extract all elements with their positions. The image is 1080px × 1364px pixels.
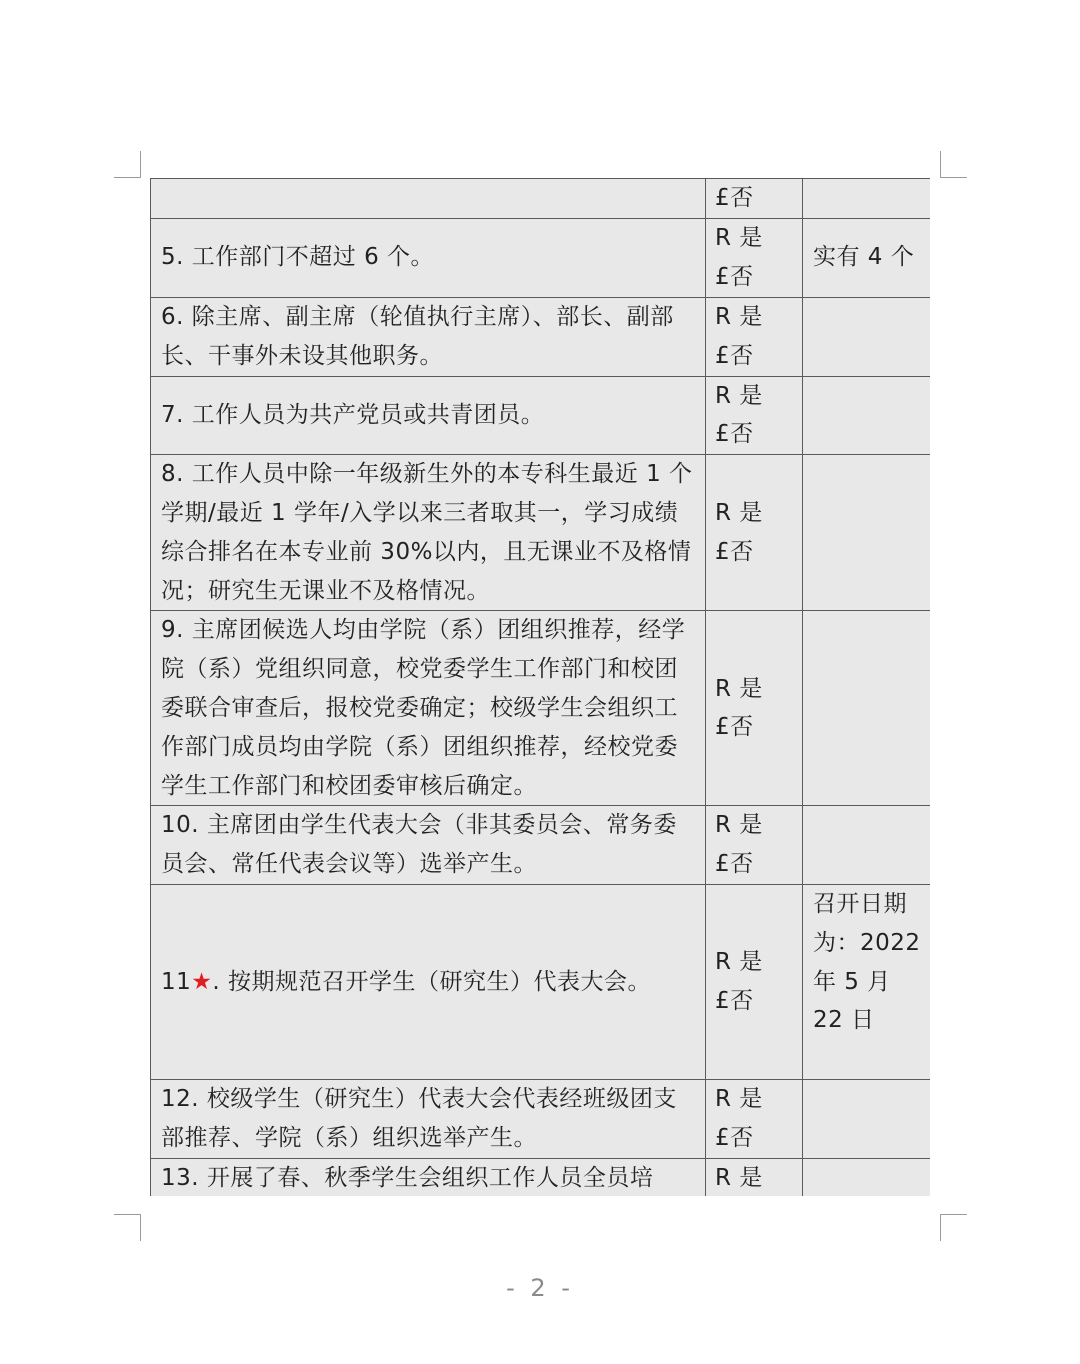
option-yes: R 是 (715, 949, 763, 976)
item-cell: 9. 主席团候选人均由学院（系）团组织推荐，经学院（系）党组织同意，校党委学生工作部门和校团委联合审查后，报校党委确定；校级学生会组织工作部门成员均由学院（系）团组织推荐，经校党委学生工作部门和校团委审核后确定。 (151, 611, 706, 806)
item-cell: 13. 开展了春、秋季学生会组织工作人员全员培 (151, 1158, 706, 1196)
options-cell (706, 297, 803, 376)
table-row (151, 1079, 931, 1158)
checklist-table-viewport (150, 178, 930, 1196)
option-yes: R 是 (715, 1085, 763, 1112)
option-yes: R 是 (715, 1164, 763, 1191)
option-yes: R 是 (715, 675, 763, 702)
star-icon: ★ (191, 968, 213, 995)
option-no: £否 (715, 714, 754, 741)
options-cell (706, 884, 803, 1079)
option-yes: R 是 (715, 499, 763, 526)
option-no: £否 (715, 185, 754, 212)
item-text: . 按期规范召开学生（研究生）代表大会。 (212, 968, 652, 995)
item-cell: 10. 主席团由学生代表大会（非其委员会、常务委员会、常任代表会议等）选举产生。 (151, 806, 706, 885)
option-yes: R 是 (715, 382, 763, 409)
item-cell (151, 884, 706, 1079)
option-yes: R 是 (715, 303, 763, 330)
table-row (151, 806, 931, 885)
table-row (151, 611, 931, 806)
option-no: £否 (715, 538, 754, 565)
item-cell: 7. 工作人员为共产党员或共青团员。 (151, 376, 706, 455)
table-row (151, 297, 931, 376)
options-cell (706, 376, 803, 455)
note-cell (803, 376, 931, 455)
note-cell (803, 806, 931, 885)
options-cell (706, 455, 803, 611)
note-cell (803, 297, 931, 376)
note-cell: 实有 4 个 (803, 219, 931, 298)
options-cell (706, 1158, 803, 1196)
note-cell (803, 179, 931, 219)
crop-mark-bottom-right (940, 1214, 967, 1241)
options-cell (706, 219, 803, 298)
note-cell (803, 1079, 931, 1158)
options-cell (706, 806, 803, 885)
item-cell (151, 179, 706, 219)
table-row (151, 455, 931, 611)
option-no: £否 (715, 851, 754, 878)
note-cell (803, 611, 931, 806)
checklist-table (150, 178, 930, 1196)
item-cell: 6. 除主席、副主席（轮值执行主席）、部长、副部长、干事外未设其他职务。 (151, 297, 706, 376)
options-cell (706, 179, 803, 219)
note-cell (803, 455, 931, 611)
item-cell: 8. 工作人员中除一年级新生外的本专科生最近 1 个学期/最近 1 学年/入学以来三者取其一，学习成绩综合排名在本专业前 30%以内，且无课业不及格情况；研究生无课业不及格情况。 (151, 455, 706, 611)
page-number: - 2 - (506, 1274, 574, 1302)
option-yes: R 是 (715, 225, 763, 251)
table-row (151, 376, 931, 455)
item-cell: 12. 校级学生（研究生）代表大会代表经班级团支部推荐、学院（系）组织选举产生。 (151, 1079, 706, 1158)
table-row (151, 1158, 931, 1196)
table-row (151, 884, 931, 1079)
options-cell (706, 1079, 803, 1158)
item-number: 11 (161, 968, 192, 995)
item-cell: 5. 工作部门不超过 6 个。 (151, 219, 706, 298)
crop-mark-top-right (940, 151, 967, 178)
note-cell: 召开日期为：2022 年 5 月 22 日 (803, 884, 931, 1079)
option-no: £否 (715, 342, 754, 369)
crop-mark-bottom-left (114, 1214, 141, 1241)
crop-mark-top-left (114, 151, 141, 178)
table-row (151, 219, 931, 298)
option-yes: R 是 (715, 812, 763, 839)
option-no: £否 (715, 421, 754, 448)
note-cell (803, 1158, 931, 1196)
table-row (151, 179, 931, 219)
option-no: £否 (715, 1124, 754, 1151)
options-cell (706, 611, 803, 806)
option-no: £否 (715, 987, 754, 1014)
option-no: £否 (715, 263, 754, 290)
